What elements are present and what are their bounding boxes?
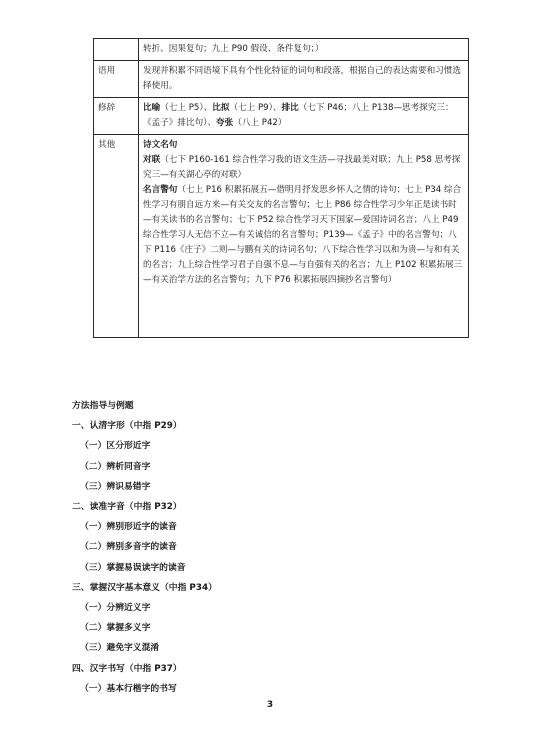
paragraph-text: （七下 P160-161 综合性学习我的语文生活—寻找最美对联；九上 P58 思考探究三—有关湖心亭的对联） bbox=[143, 155, 461, 180]
outline-item: （三）掌握易误读字的读音 bbox=[80, 562, 186, 573]
table-row bbox=[94, 61, 469, 98]
paragraph-head: 名言警句 bbox=[143, 185, 178, 195]
outline-item: （二）掌握多义字 bbox=[80, 623, 151, 634]
paragraph-text: （七上 P16 积累拓展五—借明月抒发思乡怀人之情的诗句；七上 P34 综合性学习有朋自远方来—有关交友的名言警句；七上 P86 综合性学习少年正是读书时—有关读书的名言警句；七下 P52 综合性学习天下国家—爱国诗词名言；八上 P49 综合性学习人无信不立—有关诚信的名言警句；P139—《孟子》中的名言警句；八下 P116《庄子》二则—与鹏有关的诗词名句；八下综合性学习以和为贵—与和有关的名言；九上综合性学习君子自强不息—与自强有关的名言；九上 P102 积累拓展三—有关治学方法的名言警句；九下 P76 积累拓展四摘抄名言警句） bbox=[143, 185, 463, 285]
knowledge-table bbox=[93, 38, 469, 338]
outline-item: （一）基本行楷字的书写 bbox=[80, 683, 177, 694]
outline-item: 三、掌握汉字基本意义（中指 P34） bbox=[72, 582, 217, 593]
outline-item: 四、汉字书写（中指 P37） bbox=[72, 663, 182, 674]
outline-item: （一）辨别形近字的读音 bbox=[80, 522, 177, 533]
outline-item: （三）避免字义混淆 bbox=[80, 643, 160, 654]
content-cell: 转折、因果复句；九上 P90 假设、条件复句；） bbox=[139, 39, 469, 61]
outline-item: （三）辨识易错字 bbox=[80, 481, 151, 492]
couplet-paragraph bbox=[143, 153, 464, 183]
table-row bbox=[94, 135, 469, 338]
ref-text: （七上 P9）、 bbox=[229, 103, 282, 113]
page-number: 3 bbox=[266, 700, 274, 710]
outline-item: （二）辨别多音字的读音 bbox=[80, 542, 177, 553]
category-cell bbox=[94, 39, 139, 61]
term-parallelism: 排比 bbox=[281, 103, 299, 113]
outline-item: 二、读准字音（中指 P32） bbox=[72, 502, 182, 513]
outline-heading: 方法指导与例题 bbox=[72, 401, 134, 411]
outline-item: （一）区分形近字 bbox=[80, 441, 151, 452]
content-cell bbox=[139, 98, 469, 135]
outline-item: （二）辨析同音字 bbox=[80, 461, 151, 472]
category-cell: 修辞 bbox=[94, 98, 139, 135]
paragraph-head: 对联 bbox=[143, 155, 161, 165]
table-row bbox=[94, 39, 469, 61]
outline-item: （一）分辨近义字 bbox=[80, 603, 151, 614]
content-cell bbox=[139, 135, 469, 338]
category-cell: 其他 bbox=[94, 135, 139, 338]
method-outline bbox=[72, 396, 492, 699]
content-cell: 发现并积累不同语境下具有个性化特征的词句和段落，根据自己的表达需要和习惯选择使用。 bbox=[139, 61, 469, 98]
category-cell: 语用 bbox=[94, 61, 139, 98]
ref-text: （七下 P46；八上 P138—思考探究三：《孟子》排比句）、 bbox=[143, 103, 454, 128]
term-simile: 比喻 bbox=[143, 103, 161, 113]
section-title: 诗文名句 bbox=[143, 140, 178, 150]
term-hyperbole: 夸张 bbox=[216, 118, 234, 128]
term-personification: 比拟 bbox=[212, 103, 230, 113]
ref-text: （七上 P5）、 bbox=[160, 103, 213, 113]
aphorism-paragraph bbox=[143, 183, 464, 288]
table-row bbox=[94, 98, 469, 135]
ref-text: （八上 P42） bbox=[233, 118, 287, 128]
outline-item: 一、认清字形（中指 P29） bbox=[72, 421, 182, 432]
